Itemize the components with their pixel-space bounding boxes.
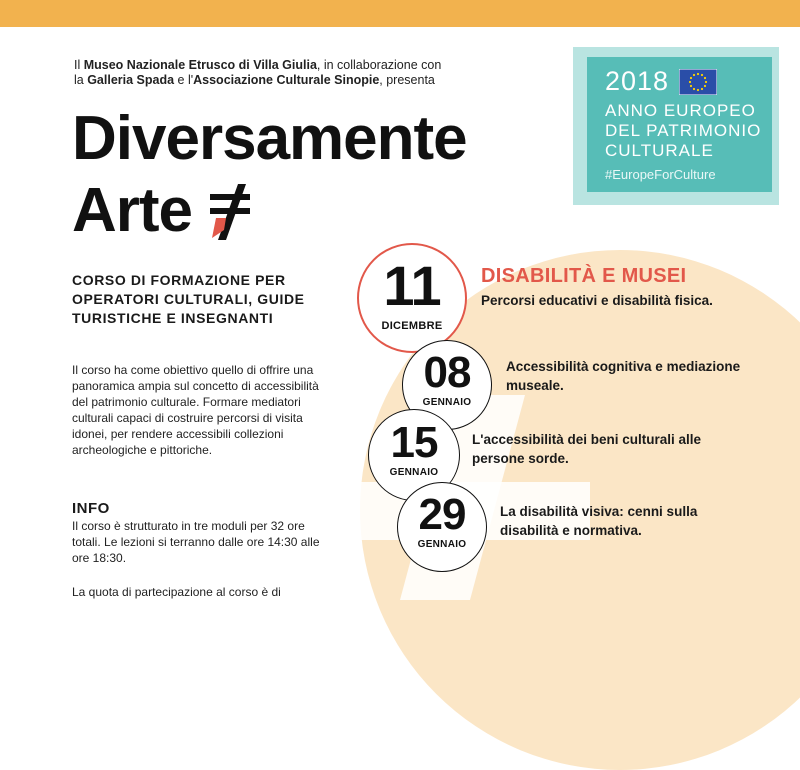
session-topic-1: Percorsi educativi e disabilità fisica. — [481, 293, 713, 308]
session-topic-3: L'accessibilità dei beni culturali alle persone sorde. — [472, 432, 702, 466]
date-day: 11 — [383, 254, 441, 317]
date-month: DICEMBRE — [381, 320, 443, 332]
not-equal-comma-logo-icon — [208, 184, 256, 240]
intro-line-2: la Galleria Spada e l'Associazione Culturale Sinopie, presenta — [74, 73, 435, 87]
title-line-2: Arte — [72, 176, 193, 245]
eu-badge-line-2: DEL PATRIMONIO — [605, 121, 762, 140]
eu-badge-line-1: ANNO EUROPEO — [605, 101, 756, 120]
eu-badge-year: 2018 — [605, 66, 670, 96]
date-circle-1 — [357, 243, 467, 353]
info-heading: INFO — [72, 500, 110, 517]
date-month: GENNAIO — [422, 397, 472, 408]
eu-badge-hashtag: #EuropeForCulture — [605, 167, 716, 182]
date-month: GENNAIO — [389, 467, 439, 478]
date-month: GENNAIO — [417, 539, 467, 550]
session-topic-4: La disabilità visiva: cenni sulla disabilità e normativa. — [500, 504, 698, 538]
date-circle-4 — [397, 482, 487, 572]
date-day: 08 — [423, 348, 471, 397]
course-title: CORSO DI FORMAZIONE PER OPERATORI CULTURALI, GUIDE TURISTICHE E INSEGNANTI — [72, 272, 305, 326]
intro-text — [74, 58, 474, 88]
session-topic-2: Accessibilità cognitiva e mediazione museale. — [506, 359, 741, 393]
module-heading: DISABILITÀ E MUSEI — [481, 265, 687, 287]
intro-line-1: Il Museo Nazionale Etrusco di Villa Giulia, in collaborazione con — [74, 58, 442, 72]
info-text-fee: La quota di partecipazione al corso è di — [72, 585, 281, 599]
eu-flag-icon — [679, 69, 717, 95]
course-description: Il corso ha come obiettivo quello di offrire una panoramica ampia sul concetto di accessibilità del patrimonio culturale. Formare mediatori culturali capaci di costruire percorsi di visita idonei, per rendere accessibili collezioni archeologiche e pittoriche. — [72, 363, 319, 457]
date-day: 15 — [390, 418, 438, 467]
info-text: Il corso è strutturato in tre moduli per 32 ore totali. Le lezioni si terranno dalle ore 14:30 alle ore 18:30. — [72, 519, 320, 565]
eu-badge-line-3: CULTURALE — [605, 141, 714, 160]
eu-badge — [587, 57, 772, 192]
date-day: 29 — [418, 490, 466, 539]
title-line-1: Diversamente — [72, 104, 467, 173]
